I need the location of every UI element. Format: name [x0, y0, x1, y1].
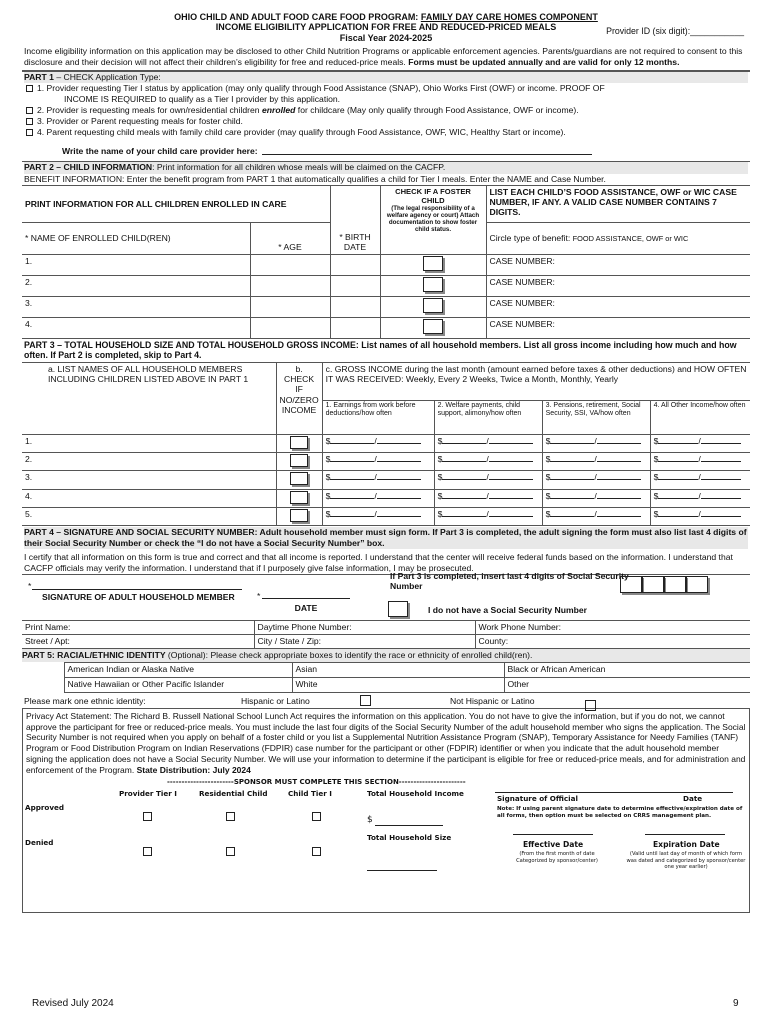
member-name-cell[interactable]: 5. — [22, 508, 276, 526]
part3-title: PART 3 – TOTAL HOUSEHOLD SIZE AND TOTAL HOUSEHOLD GROSS INCOME: List names of all household members. List all gross income including how much and how often. If Part 2 is completed, skip to Part 4. — [24, 339, 737, 361]
form-header — [22, 10, 750, 43]
birth-date-cell[interactable] — [330, 275, 380, 296]
case-number-cell[interactable]: CASE NUMBER: — [486, 275, 750, 296]
other-income-cell[interactable]: $ / — [650, 508, 750, 526]
approved-residential-checkbox[interactable] — [226, 812, 235, 821]
part1-title: PART 1 – CHECK Application Type: — [24, 72, 748, 83]
age-cell[interactable] — [250, 254, 330, 275]
effective-date-label: Effective Date — [523, 839, 584, 849]
page-number: 9 — [733, 998, 739, 1009]
part2-benefit-info: BENEFIT INFORMATION: Enter the benefit program from PART 1 that automatically qualifies a child for Tier I meals. Enter the NAME and Case Number. — [24, 173, 606, 184]
race-option[interactable]: American Indian or Alaska Native — [64, 662, 292, 677]
ssn-digit-box[interactable] — [620, 576, 642, 593]
child-name-cell[interactable]: 2. — [22, 275, 250, 296]
header-line-1: OHIO CHILD AND ADULT FOOD CARE FOOD PROGRAM: FAMILY DAY CARE HOMES COMPONENT — [174, 12, 598, 22]
approved-child-tier1-checkbox[interactable] — [312, 812, 321, 821]
benefit-type-header: Circle type of benefit: FOOD ASSISTANCE, OWF or WIC — [486, 222, 750, 254]
race-option[interactable]: White — [292, 677, 504, 692]
child-tier1-label: Child Tier I — [288, 788, 332, 798]
sponsor-banner: -----------------------SPONSOR MUST COMPLETE THIS SECTION----------------------- — [167, 777, 466, 786]
official-signature-label: Signature of Official — [497, 793, 578, 803]
household-row — [22, 489, 750, 507]
provider-name-input[interactable] — [262, 146, 592, 155]
ssn-digit-box[interactable] — [664, 576, 686, 593]
part4-title: PART 4 – SIGNATURE AND SOCIAL SECURITY NUMBER: Adult household member must sign form. If Part 3 is completed, the adult signing the form must also list last 4 digits of their Social Security Number or check the “I do not have a Social Security Number” box. — [24, 527, 747, 549]
pensions-cell[interactable]: $ / — [542, 471, 650, 489]
expiration-date-note: (Valid until last day of month of which form was dated and categorized by sponsor/center one year earlier) — [626, 850, 746, 871]
age-cell[interactable] — [250, 275, 330, 296]
gross-income-header: c. GROSS INCOME during the last month (amount earned before taxes & other deductions) and HOW OFTEN IT WAS RECEIVED: Weekly, Every 2 Weeks, Twice a Month, Monthly, Yearly — [322, 362, 750, 400]
total-income-input[interactable] — [375, 815, 443, 826]
provider-id-field[interactable]: Provider ID (six digit):___________ — [606, 26, 744, 36]
zero-income-checkbox[interactable] — [290, 454, 308, 467]
no-ssn-label: I do not have a Social Security Number — [428, 605, 588, 616]
member-name-cell[interactable]: 1. — [22, 434, 276, 452]
certification-text: I certify that all information on this form is true and correct and that all income is reported. I understand that the center will receive federal funds based on the information. I understand that CACFP officials may verify the information. I understand that if I purposely give false information, I may be prosecuted. — [24, 551, 733, 573]
pensions-cell[interactable]: $ / — [542, 508, 650, 526]
foster-cell — [380, 275, 486, 296]
earnings-cell[interactable]: $ / — [322, 471, 434, 489]
welfare-cell[interactable]: $ / — [434, 508, 542, 526]
checkbox[interactable] — [26, 118, 33, 125]
print-name-field[interactable]: Print Name: — [22, 621, 254, 635]
other-income-cell[interactable]: $ / — [650, 489, 750, 507]
zero-income-cell — [276, 453, 322, 471]
signature-block: * SIGNATURE OF ADULT HOUSEHOLD MEMBER * DATE If Part 3 is completed, insert last 4 digits of Social Security Number I do not have a Social Security Number — [22, 574, 750, 620]
application-form — [22, 10, 750, 913]
sponsor-note: Note: If using parent signature date to determine effective/expiration date of all forms, then option must be selected on CRRS management plan. — [497, 805, 743, 819]
total-size-label: Total Household Size — [367, 832, 452, 842]
total-size-input[interactable] — [367, 867, 437, 871]
member-name-cell[interactable]: 3. — [22, 471, 276, 489]
other-income-header: 4. All Other Income/how often — [650, 400, 750, 434]
denied-residential-checkbox[interactable] — [226, 847, 235, 856]
foster-cell — [380, 296, 486, 317]
welfare-cell[interactable]: $ / — [434, 453, 542, 471]
child-row — [22, 296, 750, 317]
zero-income-cell — [276, 434, 322, 452]
date-label: DATE — [294, 603, 318, 614]
part1-option-1-cont: INCOME IS REQUIRED to qualify as a Tier I provider by this application. — [64, 94, 341, 105]
child-row — [22, 317, 750, 338]
foster-checkbox[interactable] — [423, 319, 443, 334]
zero-income-cell — [276, 489, 322, 507]
provider-name-line[interactable]: Write the name of your child care provider here: — [24, 146, 748, 157]
part1-option-3[interactable]: 3. Provider or Parent requesting meals for foster child. — [24, 116, 748, 127]
denied-provider-tier1-checkbox[interactable] — [143, 847, 152, 856]
part1-section — [22, 72, 750, 162]
welfare-cell[interactable]: $ / — [434, 434, 542, 452]
member-name-cell[interactable]: 2. — [22, 453, 276, 471]
approved-label: Approved — [25, 802, 65, 812]
part2-section — [22, 162, 750, 184]
age-cell[interactable] — [250, 317, 330, 338]
foster-header: CHECK IF A FOSTER CHILD (The legal responsibility of a welfare agency or court) Attach documentation to show foster child status. — [380, 185, 486, 254]
earnings-cell[interactable]: $ / — [322, 453, 434, 471]
earnings-cell[interactable]: $ / — [322, 489, 434, 507]
total-income-label: Total Household Income — [367, 788, 464, 798]
age-header: * AGE — [250, 222, 330, 254]
contact-table — [22, 620, 750, 649]
part2-table — [22, 185, 750, 339]
zero-income-cell — [276, 508, 322, 526]
foster-checkbox[interactable] — [423, 277, 443, 292]
street-field[interactable]: Street / Apt: — [22, 635, 254, 649]
no-ssn-checkbox[interactable] — [388, 601, 408, 617]
city-field[interactable]: City / State / Zip: — [254, 635, 475, 649]
other-income-cell[interactable]: $ / — [650, 471, 750, 489]
zero-income-checkbox[interactable] — [290, 472, 308, 485]
privacy-statement: Privacy Act Statement: The Richard B. Russell National School Lunch Act requires the information on this application. You do not have to give the information, but if you do not, we cannot approve the participant for free or reduced-price meals. You must include the last four digits of the Social Security Number of the adult household member who signs the application. The Social Security Number is not required when you apply on behalf of a foster child or you list a Supplemental Nutrition Assistance Program (SNAP), Temporary Assistance for Needy Families (TANF) Program or Food Distribution Program on Indian Reservations (FDPIR) case number for the participant or other (FDPIR) identifier or when you indicate that the adult household member signing the application does not have a Social Security Number. We will use your information to determine if the participant is eligible for free or reduced-price meals, and for administration and enforcement of the Program. State Distribution: July 2024 — [26, 710, 746, 775]
part4-section — [22, 526, 750, 574]
signature-label: SIGNATURE OF ADULT HOUSEHOLD MEMBER — [42, 592, 235, 603]
checkbox[interactable] — [26, 107, 33, 114]
hispanic-checkbox[interactable] — [360, 695, 371, 706]
part3-table — [22, 362, 750, 527]
provider-tier1-label: Provider Tier I — [119, 788, 177, 798]
zero-income-checkbox[interactable] — [290, 491, 308, 504]
date-line[interactable] — [262, 589, 350, 599]
pensions-header: 3. Pensions, retirement, Social Security, SSI, VA/how often — [542, 400, 650, 434]
birth-date-cell[interactable] — [330, 296, 380, 317]
earnings-cell[interactable]: $ / — [322, 508, 434, 526]
pensions-cell[interactable]: $ / — [542, 453, 650, 471]
household-names-header: a. LIST NAMES OF ALL HOUSEHOLD MEMBERS INCLUDING CHILDREN LISTED ABOVE IN PART 1 — [22, 362, 276, 434]
checkbox[interactable] — [26, 85, 33, 92]
checkbox[interactable] — [26, 129, 33, 136]
race-option[interactable]: Native Hawaiian or Other Pacific Islander — [64, 677, 292, 692]
privacy-sponsor-box — [22, 709, 750, 913]
part1-option-4[interactable]: 4. Parent requesting child meals with family child care provider (may qualify through Food Assistance, OWF, WIC, Healthy Start or income). — [24, 127, 748, 138]
case-number-cell[interactable]: CASE NUMBER: — [486, 254, 750, 275]
part1-option-1[interactable]: 1. Provider requesting Tier I status by application (may only qualify through Food Assistance (SNAP), Ohio Works First (OWF) or income. PROOF OF — [24, 83, 748, 94]
denied-child-tier1-checkbox[interactable] — [312, 847, 321, 856]
header-line-3: Fiscal Year 2024-2025 — [339, 32, 433, 43]
member-name-cell[interactable]: 4. — [22, 489, 276, 507]
foster-checkbox[interactable] — [423, 256, 443, 271]
residential-child-label: Residential Child — [199, 788, 268, 798]
household-row — [22, 471, 750, 489]
child-name-header: * NAME OF ENROLLED CHILD(REN) — [22, 222, 250, 254]
revision-note: Revised July 2024 — [32, 998, 114, 1009]
not-hispanic-checkbox[interactable] — [585, 700, 596, 711]
welfare-header: 2. Welfare payments, child support, alimony/how often — [434, 400, 542, 434]
ssn-digit-boxes — [620, 576, 708, 595]
foster-cell — [380, 317, 486, 338]
part2-title: PART 2 – CHILD INFORMATION: Print information for all children whose meals will be claimed on the CACFP. — [24, 162, 748, 173]
child-name-cell[interactable]: 4. — [22, 317, 250, 338]
other-income-cell[interactable]: $ / — [650, 434, 750, 452]
zero-income-header: b. CHECK IF NO/ZERO INCOME — [276, 362, 322, 434]
part5-title: PART 5: RACIAL/ETHNIC IDENTITY (Optional): Please check appropriate boxes to identify the race or ethnicity of enrolled child(ren). — [22, 649, 750, 661]
birth-date-header: * BIRTH DATE — [330, 185, 380, 254]
pensions-cell[interactable]: $ / — [542, 489, 650, 507]
race-option[interactable]: Other — [504, 677, 750, 692]
household-row — [22, 508, 750, 526]
zero-income-checkbox[interactable] — [290, 509, 308, 522]
ssn-digit-box[interactable] — [686, 576, 708, 593]
race-check-cell[interactable] — [22, 662, 64, 677]
signature-line[interactable] — [32, 579, 242, 590]
welfare-cell[interactable]: $ / — [434, 489, 542, 507]
race-table — [22, 662, 750, 693]
race-option[interactable]: Asian — [292, 662, 504, 677]
approved-provider-tier1-checkbox[interactable] — [143, 812, 152, 821]
race-option[interactable]: Black or African American — [504, 662, 750, 677]
dollar-sign: $ — [367, 814, 373, 825]
child-name-cell[interactable]: 1. — [22, 254, 250, 275]
sponsor-section — [23, 778, 749, 912]
ssn-digit-box[interactable] — [642, 576, 664, 593]
daytime-phone-field[interactable]: Daytime Phone Number: — [254, 621, 475, 635]
intro-text: Income eligibility information on this application may be disclosed to other Child Nutrition Programs or applicable enforcement agencies. Parents/guardians are not required to consent to this disclosure and their decision will not affect their children’s eligibility for free and reduced-price meals. Forms must be updated annually and are valid for only 12 months. — [22, 43, 750, 71]
child-row — [22, 254, 750, 275]
child-row — [22, 275, 750, 296]
work-phone-field[interactable]: Work Phone Number: — [475, 621, 750, 635]
welfare-cell[interactable]: $ / — [434, 471, 542, 489]
age-cell[interactable] — [250, 296, 330, 317]
earnings-header: 1. Earnings from work before deductions/how often — [322, 400, 434, 434]
official-signature-line[interactable] — [495, 782, 733, 793]
ethnicity-row: Please mark one ethnic identity: Hispanic or Latino Not Hispanic or Latino — [22, 693, 750, 709]
household-row — [22, 434, 750, 452]
foster-checkbox[interactable] — [423, 298, 443, 313]
official-date-label: Date — [683, 793, 703, 803]
earnings-cell[interactable]: $ / — [322, 434, 434, 452]
case-number-cell[interactable]: CASE NUMBER: — [486, 296, 750, 317]
case-number-header: LIST EACH CHILD’S FOOD ASSISTANCE, OWF or WIC CASE NUMBER, IF ANY. A VALID CASE NUMBER CONTAINS 7 DIGITS. — [486, 185, 750, 222]
county-field[interactable]: County: — [475, 635, 750, 649]
effective-date-input[interactable] — [513, 825, 593, 835]
case-number-cell[interactable]: CASE NUMBER: — [486, 317, 750, 338]
other-income-cell[interactable]: $ / — [650, 453, 750, 471]
expiration-date-input[interactable] — [645, 825, 725, 835]
denied-label: Denied — [25, 837, 54, 847]
part1-option-2[interactable]: 2. Provider is requesting meals for own/residential children enrolled for childcare (May only qualify through Food Assistance, OWF or income). — [24, 105, 748, 116]
effective-date-note: (From the first month of date Categorized by sponsor/center) — [516, 850, 598, 864]
ssn-instruction: If Part 3 is completed, insert last 4 digits of Social Security Number — [390, 571, 629, 592]
race-check-cell[interactable] — [22, 677, 64, 692]
pensions-cell[interactable]: $ / — [542, 434, 650, 452]
header-line-2: INCOME ELIGIBILITY APPLICATION FOR FREE AND REDUCED-PRICED MEALS — [215, 22, 557, 33]
household-row — [22, 453, 750, 471]
print-info-header: PRINT INFORMATION FOR ALL CHILDREN ENROLLED IN CARE — [22, 185, 330, 222]
birth-date-cell[interactable] — [330, 254, 380, 275]
zero-income-checkbox[interactable] — [290, 436, 308, 449]
expiration-date-label: Expiration Date — [653, 839, 720, 849]
child-name-cell[interactable]: 3. — [22, 296, 250, 317]
birth-date-cell[interactable] — [330, 317, 380, 338]
zero-income-cell — [276, 471, 322, 489]
foster-cell — [380, 254, 486, 275]
form-body — [22, 43, 750, 72]
